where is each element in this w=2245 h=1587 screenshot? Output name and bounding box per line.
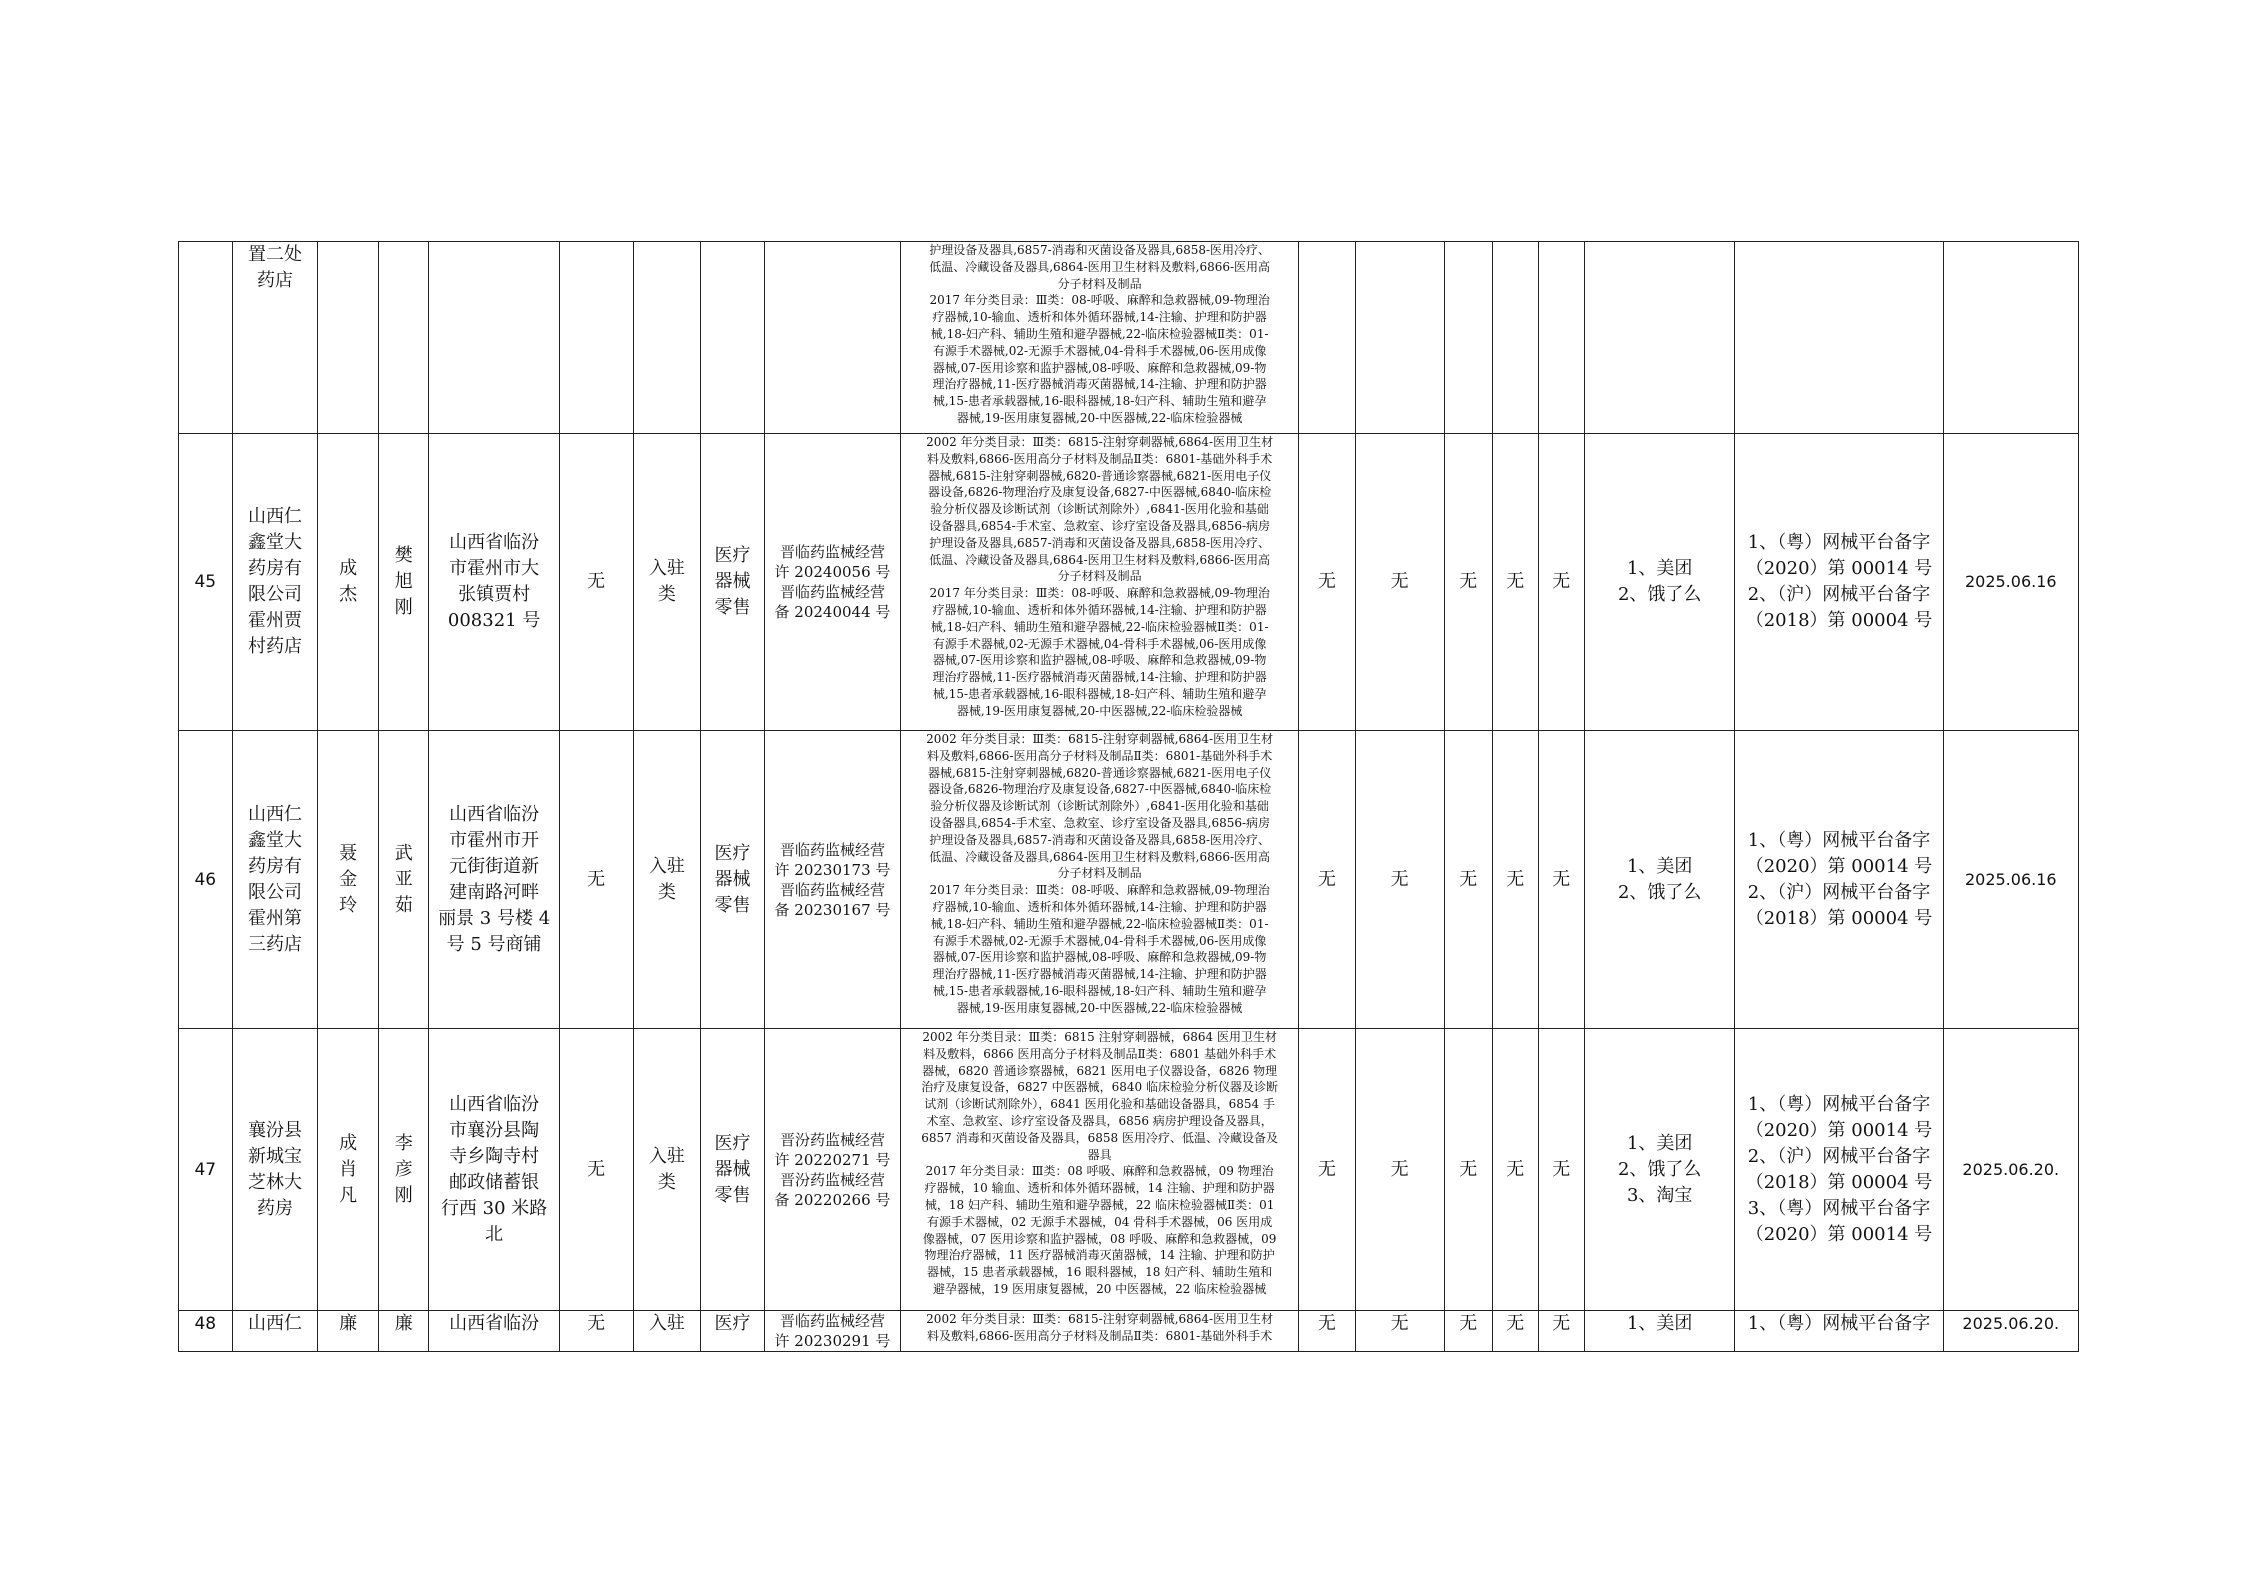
platform-type <box>633 242 701 434</box>
business-mode <box>701 1029 765 1311</box>
manager-line: 刚 <box>394 597 413 618</box>
platforms-line: 3、淘宝 <box>1626 1184 1693 1206</box>
product-categories <box>901 1311 1299 1352</box>
cat-line: 设备器具,6854-手术室、急救室、诊疗室设备及器具,6856-病房 <box>929 518 1271 533</box>
license-number <box>764 434 900 731</box>
filing-line: （2020）第 00014 号 <box>1745 558 1933 579</box>
quality-manager <box>378 242 429 434</box>
cat-line: 2002 年分类目录：Ⅲ类：6815 注射穿刺器械，6864 医用卫生材 <box>922 1030 1277 1044</box>
cat-line: 分子材料及制品 <box>1057 569 1142 584</box>
third-party-platforms <box>1584 1311 1735 1352</box>
name-line: 置二处 <box>247 244 302 265</box>
cat-line: 器设备,6826-物理治疗及康复设备,6827-中医器械,6840-临床检 <box>928 782 1272 797</box>
address-line: 建南路河畔 <box>449 881 540 903</box>
row-number: 46 <box>179 731 233 1029</box>
status-c4: 无 <box>1493 434 1538 731</box>
platform-type <box>633 434 701 731</box>
name-line: 襄汾县 <box>247 1119 302 1141</box>
cat-line: 2002 年分类目录：Ⅲ类：6815-注射穿刺器械,6864-医用卫生材 <box>926 1312 1274 1326</box>
filing-line: 1、（粤）网械平台备字 <box>1747 829 1931 851</box>
address-line: 号 5 号商铺 <box>446 933 542 955</box>
status-c4 <box>1493 242 1538 434</box>
platform-type <box>633 1311 701 1352</box>
address-line: 008321 号 <box>447 610 541 631</box>
cat-line: 低温、冷藏设备及器具,6864-医用卫生材料及敷料,6866-医用高 <box>929 259 1271 274</box>
cat-line: 器械,6815-注射穿刺器械,6820-普通诊察器械,6821-医用电子仪 <box>928 468 1272 483</box>
cat-line: 有源手术器械，02 无源手术器械，04 骨科手术器械，06 医用成 <box>927 1214 1273 1229</box>
platforms-line: 1、美团 <box>1626 558 1693 579</box>
name-line: 限公司 <box>247 584 302 605</box>
cat-line: 有源手术器械,02-无源手术器械,04-骨科手术器械,06-医用成像 <box>932 933 1267 948</box>
cat-line: 避孕器械，19 医用康复器械，20 中医器械，22 临床检验器械 <box>933 1281 1267 1296</box>
cat-line: 6857 消毒和灭菌设备及器具，6858 医用冷疗、低温、冷藏设备及 <box>921 1130 1278 1145</box>
cat-line: 器械,6815-注射穿刺器械,6820-普通诊察器械,6821-医用电子仪 <box>928 765 1272 780</box>
status-c3: 无 <box>1444 731 1492 1029</box>
registration-table <box>178 241 2079 1352</box>
cat-line: 器设备,6826-物理治疗及康复设备,6827-中医器械,6840-临床检 <box>928 485 1272 500</box>
status-c2: 无 <box>1355 1311 1444 1352</box>
filing-line: （2018）第 00004 号 <box>1745 1171 1933 1193</box>
cat-line: 料及敷料，6866 医用高分子材料及制品Ⅱ类：6801 基础外科手术 <box>923 1046 1277 1061</box>
filing-date: 2025.06.16 <box>1943 434 2078 731</box>
cat-line: 械,18-妇产科、辅助生殖和避孕器械,22-临床检验器械Ⅱ类：01- <box>930 619 1269 634</box>
address-line: 市霍州市大 <box>449 558 540 579</box>
filing-line: 2、（沪）网械平台备字 <box>1747 1145 1931 1167</box>
legal-line: 金 <box>339 868 358 890</box>
cat-line: 器械,07-医用诊察和监护器械,08-呼吸、麻醉和急救器械,09-物 <box>932 653 1267 668</box>
cat-line: 疗器械，10 输血、透析和体外循环器械，14 注输、护理和防护器 <box>924 1181 1275 1196</box>
filing-line: 3、（粤）网械平台备字 <box>1747 1197 1931 1219</box>
scope-line: 器械 <box>714 868 751 890</box>
business-mode <box>701 434 765 731</box>
license-line: 许 20240056 号 <box>774 563 891 581</box>
scope-line: 零售 <box>714 894 751 916</box>
scope-line: 器械 <box>714 571 751 592</box>
manager-line: 廉 <box>394 1313 413 1334</box>
table-row <box>179 242 2079 434</box>
filing-line: （2020）第 00014 号 <box>1745 855 1933 877</box>
address-line: 张镇贾村 <box>458 584 531 605</box>
license-line: 许 20220271 号 <box>774 1150 891 1169</box>
table-row <box>179 434 2079 731</box>
store-name <box>232 434 318 731</box>
name-line: 药房 <box>256 1197 293 1219</box>
business-address <box>429 1311 559 1352</box>
cat-line: 分子材料及制品 <box>1057 276 1142 291</box>
manager-line: 旭 <box>394 571 413 592</box>
status-c2: 无 <box>1355 1029 1444 1311</box>
status-c1 <box>1299 242 1356 434</box>
license-line: 晋临药监械经营 <box>779 840 885 859</box>
cat-line: 疗器械,10-输血、透析和体外循环器械,14-注输、护理和防护器 <box>932 602 1267 617</box>
filing-line: 1、（粤）网械平台备字 <box>1747 532 1931 553</box>
name-line: 药房有 <box>247 558 302 579</box>
legal-line: 肖 <box>339 1158 358 1180</box>
name-line: 鑫堂大 <box>247 829 302 851</box>
status-c4: 无 <box>1493 731 1538 1029</box>
third-party-platforms <box>1584 434 1735 731</box>
license-number <box>764 1311 900 1352</box>
platforms-line: 2、饿了么 <box>1617 1158 1702 1180</box>
cat-line: 2017 年分类目录：Ⅲ类：08-呼吸、麻醉和急救器械,09-物理治 <box>929 883 1270 898</box>
type-line: 类 <box>657 881 676 903</box>
cat-line: 械,15-患者承载器械,16-眼科器械,18-妇产科、辅助生殖和避孕 <box>932 394 1267 409</box>
cat-line: 护理设备及器具,6857-消毒和灭菌设备及器具,6858-医用冷疗、 <box>929 243 1271 257</box>
cat-line: 低温、冷藏设备及器具,6864-医用卫生材料及敷料,6866-医用高 <box>929 552 1271 567</box>
license-line: 备 20230167 号 <box>774 900 891 919</box>
platform-filing-number <box>1735 1029 1943 1311</box>
scope-line: 零售 <box>714 1184 751 1206</box>
quality-manager <box>378 1029 429 1311</box>
cat-line: 理治疗器械,11-医疗器械消毒灭菌器械,14-注输、护理和防护器 <box>932 377 1267 392</box>
legal-representative <box>318 434 379 731</box>
name-line: 霍州第 <box>247 907 302 929</box>
status-c3: 无 <box>1444 1029 1492 1311</box>
cat-line: 料及敷料,6866-医用高分子材料及制品Ⅱ类：6801-基础外科手术 <box>927 1328 1273 1343</box>
address-line: 寺乡陶寺村 <box>449 1145 540 1167</box>
store-name <box>232 1311 318 1352</box>
cat-line: 试剂（诊断试剂除外），6841 医用化验和基础设备器具，6854 手 <box>924 1097 1275 1112</box>
address-line: 邮政储蓄银 <box>449 1171 540 1193</box>
license-line: 晋汾药监械经营 <box>779 1130 885 1149</box>
status-c4: 无 <box>1493 1029 1538 1311</box>
name-line: 药店 <box>256 270 293 291</box>
legal-line: 凡 <box>339 1184 358 1206</box>
license-line: 晋临药监械经营 <box>779 880 885 899</box>
cat-line: 器具 <box>1087 1147 1112 1162</box>
cat-line: 2017 年分类目录：Ⅲ类：08-呼吸、麻醉和急救器械,09-物理治 <box>929 293 1270 308</box>
type-line: 入驻 <box>648 855 685 877</box>
manager-line: 亚 <box>394 868 413 890</box>
filing-line: （2020）第 00014 号 <box>1745 1119 1933 1141</box>
filing-line: （2020）第 00014 号 <box>1745 1223 1933 1245</box>
scope-line: 医疗 <box>714 1313 751 1334</box>
status-c2 <box>1355 242 1444 434</box>
third-party-platforms <box>1584 242 1735 434</box>
platform-type <box>633 731 701 1029</box>
platforms-line: 1、美团 <box>1626 855 1693 877</box>
cat-line: 有源手术器械,02-无源手术器械,04-骨科手术器械,06-医用成像 <box>932 343 1267 358</box>
type-line: 入驻 <box>648 558 685 579</box>
platform-filing-number <box>1735 434 1943 731</box>
cat-line: 验分析仪器及诊断试剂（诊断试剂除外）,6841-医用化验和基础 <box>930 502 1269 517</box>
address-line: 山西省临汾 <box>449 1093 540 1115</box>
name-line: 山西仁 <box>247 506 302 527</box>
cat-line: 械,18-妇产科、辅助生殖和避孕器械,22-临床检验器械Ⅱ类：01- <box>930 326 1269 341</box>
cat-line: 器械，6820 普通诊察器械，6821 医用电子仪器设备，6826 物理 <box>922 1063 1278 1078</box>
business-mode <box>701 1311 765 1352</box>
cat-line: 器械，15 患者承载器械，16 眼科器械，18 妇产科、辅助生殖和 <box>927 1265 1273 1280</box>
filing-line: 2、（沪）网械平台备字 <box>1747 881 1931 903</box>
quality-manager <box>378 731 429 1029</box>
row-number <box>179 242 233 434</box>
name-line: 药房有 <box>247 855 302 877</box>
business-mode <box>701 731 765 1029</box>
license-line: 晋临药监械经营 <box>779 1312 885 1330</box>
cat-line: 护理设备及器具,6857-消毒和灭菌设备及器具,6858-医用冷疗、 <box>929 535 1271 550</box>
name-line: 霍州贾 <box>247 610 302 631</box>
platform-filing-number <box>1735 1311 1943 1352</box>
table-row <box>179 1029 2079 1311</box>
status-c3 <box>1444 242 1492 434</box>
license-number <box>764 242 900 434</box>
filing-line: （2018）第 00004 号 <box>1745 907 1933 929</box>
license-line: 许 20230291 号 <box>774 1332 891 1350</box>
status-c1: 无 <box>1299 1029 1356 1311</box>
status-c4: 无 <box>1493 1311 1538 1352</box>
cat-line: 2017 年分类目录：Ⅲ类：08-呼吸、麻醉和急救器械,09-物理治 <box>929 586 1270 601</box>
filing-date: 2025.06.20. <box>1943 1029 2078 1311</box>
storage-address: 无 <box>559 434 633 731</box>
product-categories <box>901 434 1299 731</box>
table-row <box>179 731 2079 1029</box>
license-line: 许 20230173 号 <box>774 860 891 879</box>
cat-line: 术室、急救室、诊疗室设备及器具，6856 病房护理设备及器具， <box>926 1113 1273 1128</box>
license-line: 备 20240044 号 <box>774 603 891 621</box>
cat-line: 2002 年分类目录：Ⅲ类：6815-注射穿刺器械,6864-医用卫生材 <box>926 732 1274 746</box>
legal-representative <box>318 1311 379 1352</box>
platforms-line: 2、饿了么 <box>1617 584 1702 605</box>
cat-line: 器械,19-医用康复器械,20-中医器械,22-临床检验器械 <box>956 703 1243 718</box>
business-mode <box>701 242 765 434</box>
cat-line: 2017 年分类目录：Ⅲ类：08 呼吸、麻醉和急救器械，09 物理治 <box>925 1164 1274 1179</box>
quality-manager <box>378 1311 429 1352</box>
scope-line: 器械 <box>714 1158 751 1180</box>
manager-line: 樊 <box>394 545 413 566</box>
status-c1: 无 <box>1299 1311 1356 1352</box>
cat-line: 理治疗器械,11-医疗器械消毒灭菌器械,14-注输、护理和防护器 <box>932 670 1267 685</box>
status-c5: 无 <box>1538 1029 1584 1311</box>
quality-manager <box>378 434 429 731</box>
store-name <box>232 1029 318 1311</box>
product-categories <box>901 242 1299 434</box>
legal-line: 成 <box>339 558 358 579</box>
third-party-platforms <box>1584 731 1735 1029</box>
row-number: 45 <box>179 434 233 731</box>
filing-line: 2、（沪）网械平台备字 <box>1747 584 1931 605</box>
legal-line: 廉 <box>339 1313 358 1334</box>
storage-address: 无 <box>559 1311 633 1352</box>
cat-line: 器械,19-医用康复器械,20-中医器械,22-临床检验器械 <box>956 410 1243 425</box>
scope-line: 医疗 <box>714 1132 751 1154</box>
legal-representative <box>318 731 379 1029</box>
scope-line: 医疗 <box>714 545 751 566</box>
business-address <box>429 434 559 731</box>
address-line: 北 <box>485 1223 504 1245</box>
cat-line: 治疗及康复设备，6827 中医器械，6840 临床检验分析仪器及诊断 <box>921 1080 1278 1095</box>
license-line: 备 20220266 号 <box>774 1190 891 1209</box>
type-line: 入驻 <box>648 1313 685 1334</box>
name-line: 芝林大 <box>247 1171 302 1193</box>
name-line: 新城宝 <box>247 1145 302 1167</box>
filing-line: 1、（粤）网械平台备字 <box>1747 1313 1931 1334</box>
address-line: 市襄汾县陶 <box>449 1119 540 1141</box>
cat-line: 械,15-患者承载器械,16-眼科器械,18-妇产科、辅助生殖和避孕 <box>932 983 1267 998</box>
store-name <box>232 242 318 434</box>
product-categories <box>901 1029 1299 1311</box>
cat-line: 械,18-妇产科、辅助生殖和避孕器械,22-临床检验器械Ⅱ类：01- <box>930 916 1269 931</box>
license-line: 晋汾药监械经营 <box>779 1170 885 1189</box>
third-party-platforms <box>1584 1029 1735 1311</box>
platforms-line: 2、饿了么 <box>1617 881 1702 903</box>
name-line: 鑫堂大 <box>247 532 302 553</box>
cat-line: 验分析仪器及诊断试剂（诊断试剂除外）,6841-医用化验和基础 <box>930 799 1269 814</box>
address-line: 山西省临汾 <box>449 532 540 553</box>
manager-line: 刚 <box>394 1184 413 1206</box>
scope-line: 医疗 <box>714 842 751 864</box>
license-number <box>764 731 900 1029</box>
row-number: 48 <box>179 1311 233 1352</box>
row-number: 47 <box>179 1029 233 1311</box>
status-c2: 无 <box>1355 434 1444 731</box>
name-line: 三药店 <box>247 933 302 955</box>
filing-date <box>1943 242 2078 434</box>
cat-line: 疗器械,10-输血、透析和体外循环器械,14-注输、护理和防护器 <box>932 310 1267 325</box>
cat-line: 理治疗器械,11-医疗器械消毒灭菌器械,14-注输、护理和防护器 <box>932 967 1267 982</box>
license-line: 晋临药监械经营 <box>779 583 885 601</box>
manager-line: 李 <box>394 1132 413 1154</box>
address-line: 山西省临汾 <box>449 1313 540 1334</box>
cat-line: 分子材料及制品 <box>1057 866 1142 881</box>
cat-line: 设备器具,6854-手术室、急救室、诊疗室设备及器具,6856-病房 <box>929 815 1271 830</box>
address-line: 行西 30 米路 <box>440 1197 548 1219</box>
license-number <box>764 1029 900 1311</box>
status-c2: 无 <box>1355 731 1444 1029</box>
platform-type <box>633 1029 701 1311</box>
cat-line: 器械,19-医用康复器械,20-中医器械,22-临床检验器械 <box>956 1000 1243 1015</box>
legal-line: 杰 <box>339 584 358 605</box>
platforms-line: 1、美团 <box>1626 1132 1693 1154</box>
status-c3: 无 <box>1444 1311 1492 1352</box>
address-line: 市霍州市开 <box>449 829 540 851</box>
cat-line: 低温、冷藏设备及器具,6864-医用卫生材料及敷料,6866-医用高 <box>929 849 1271 864</box>
legal-line: 成 <box>339 1132 358 1154</box>
filing-line: 1、（粤）网械平台备字 <box>1747 1093 1931 1115</box>
business-address <box>429 1029 559 1311</box>
storage-address <box>559 242 633 434</box>
cat-line: 械,15-患者承载器械,16-眼科器械,18-妇产科、辅助生殖和避孕 <box>932 686 1267 701</box>
cat-line: 像器械，07 医用诊察和监护器械，08 呼吸、麻醉和急救器械，09 <box>922 1231 1277 1246</box>
product-categories <box>901 731 1299 1029</box>
status-c5: 无 <box>1538 434 1584 731</box>
address-line: 山西省临汾 <box>449 803 540 825</box>
status-c1: 无 <box>1299 731 1356 1029</box>
legal-representative <box>318 1029 379 1311</box>
status-c5 <box>1538 242 1584 434</box>
store-name <box>232 731 318 1029</box>
name-line: 村药店 <box>247 636 302 657</box>
platforms-line: 1、美团 <box>1626 1313 1693 1334</box>
cat-line: 2002 年分类目录：Ⅲ类：6815-注射穿刺器械,6864-医用卫生材 <box>926 435 1274 449</box>
filing-date: 2025.06.20. <box>1943 1311 2078 1352</box>
status-c1: 无 <box>1299 434 1356 731</box>
cat-line: 物理治疗器械，11 医疗器械消毒灭菌器械，14 注输、护理和防护 <box>924 1248 1275 1263</box>
cat-line: 器械,07-医用诊察和监护器械,08-呼吸、麻醉和急救器械,09-物 <box>932 950 1267 965</box>
manager-line: 彦 <box>394 1158 413 1180</box>
table-row <box>179 1311 2079 1352</box>
type-line: 类 <box>657 584 676 605</box>
address-line: 丽景 3 号楼 4 <box>438 907 551 929</box>
storage-address: 无 <box>559 1029 633 1311</box>
manager-line: 茹 <box>394 894 413 916</box>
cat-line: 有源手术器械,02-无源手术器械,04-骨科手术器械,06-医用成像 <box>932 636 1267 651</box>
legal-line: 玲 <box>339 894 358 916</box>
legal-line: 聂 <box>339 842 358 864</box>
cat-line: 疗器械,10-输血、透析和体外循环器械,14-注输、护理和防护器 <box>932 899 1267 914</box>
name-line: 山西仁 <box>247 803 302 825</box>
platform-filing-number <box>1735 731 1943 1029</box>
license-line: 晋临药监械经营 <box>779 543 885 561</box>
status-c3: 无 <box>1444 434 1492 731</box>
name-line: 山西仁 <box>247 1313 302 1334</box>
filing-line: （2018）第 00004 号 <box>1745 610 1933 631</box>
business-address <box>429 731 559 1029</box>
business-address <box>429 242 559 434</box>
cat-line: 械，18 妇产科、辅助生殖和避孕器械，22 临床检验器械Ⅱ类：01 <box>924 1197 1275 1212</box>
status-c5: 无 <box>1538 731 1584 1029</box>
name-line: 限公司 <box>247 881 302 903</box>
platform-filing-number <box>1735 242 1943 434</box>
legal-representative <box>318 242 379 434</box>
scope-line: 零售 <box>714 597 751 618</box>
cat-line: 料及敷料,6866-医用高分子材料及制品Ⅱ类：6801-基础外科手术 <box>927 748 1273 763</box>
status-c5: 无 <box>1538 1311 1584 1352</box>
address-line: 元街街道新 <box>449 855 540 877</box>
storage-address: 无 <box>559 731 633 1029</box>
cat-line: 护理设备及器具,6857-消毒和灭菌设备及器具,6858-医用冷疗、 <box>929 832 1271 847</box>
type-line: 类 <box>657 1171 676 1193</box>
manager-line: 武 <box>394 842 413 864</box>
filing-date: 2025.06.16 <box>1943 731 2078 1029</box>
type-line: 入驻 <box>648 1145 685 1167</box>
cat-line: 器械,07-医用诊察和监护器械,08-呼吸、麻醉和急救器械,09-物 <box>932 360 1267 375</box>
cat-line: 料及敷料,6866-医用高分子材料及制品Ⅱ类：6801-基础外科手术 <box>927 451 1273 466</box>
